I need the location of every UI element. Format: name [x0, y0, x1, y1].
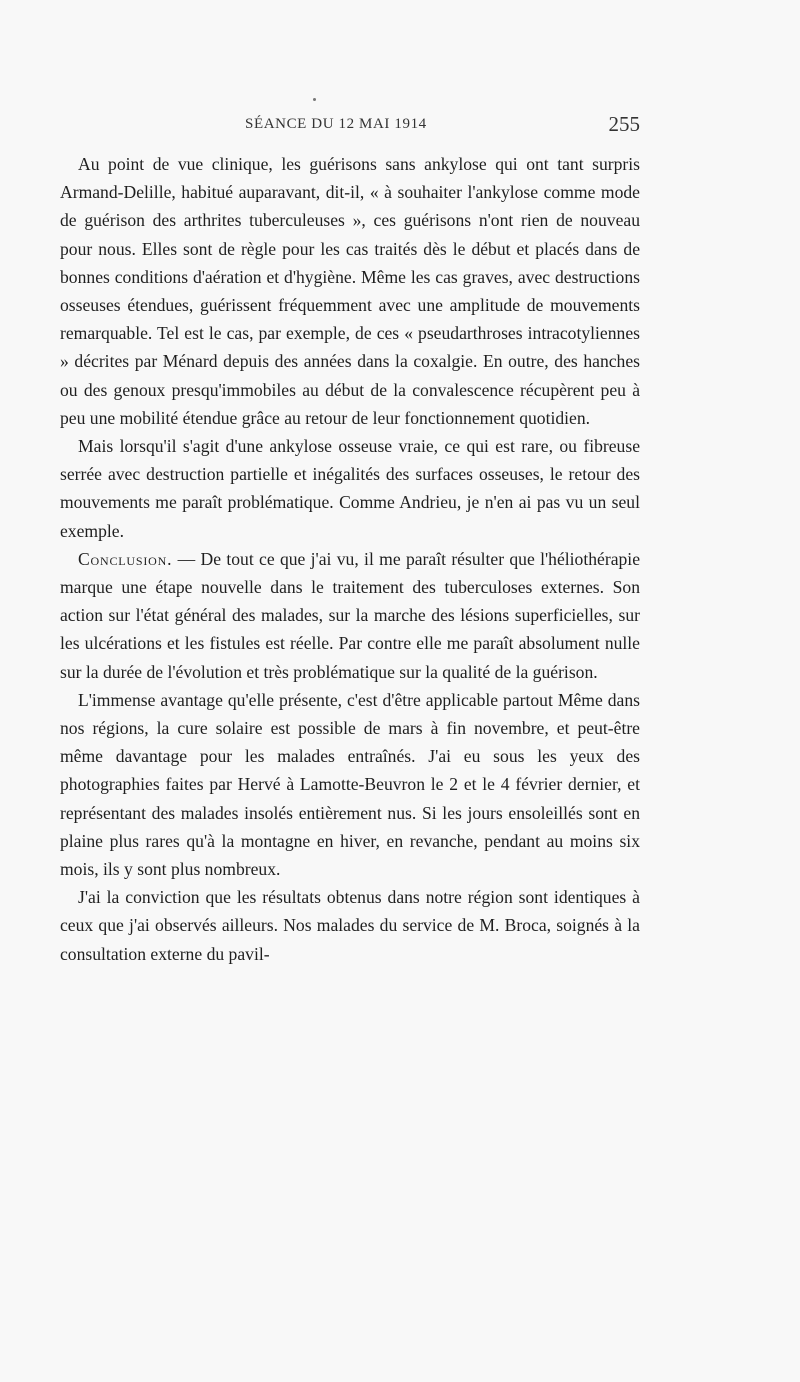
paragraph-conclusion [60, 545, 640, 686]
running-header [60, 112, 640, 142]
paragraph-conviction: J'ai la conviction que les résultats obtenus dans notre région sont identiques à ceux que j'ai observés ailleurs. Nos malades du service de M. Broca, soignés à la consultation externe du pavil- [60, 887, 640, 964]
paragraph-advantage: L'immense avantage qu'elle présente, c'est d'être applicable partout Même dans nos régions, la cure solaire est possible de mars à fin novembre, et peut-être même davantage pour les malades entraînés. J'ai eu sous les yeux des photographies faites par Hervé à Lamotte-Beuvron le 2 et le 4 février dernier, et représentant des malades insolés entièrement nus. Si les jours ensoleillés sont en plaine plus rares qu'à la montagne en hiver, en revanche, pendant au moins six mois, ils y sont plus nombreux. [60, 689, 640, 880]
paragraph-bony-ankylosis: Mais lorsqu'il s'agit d'une ankylose osseuse vraie, ce qui est rare, ou fibreuse serrée avec destruction partielle et inégalités des surfaces osseuses, le retour des mouvements me paraît problématique. Comme Andrieu, je n'en ai pas vu un seul exemple. [60, 436, 640, 541]
conclusion-lead: Conclusion. [78, 548, 173, 569]
body-text [60, 150, 640, 968]
header-title: SÉANCE DU 12 MAI 1914 [245, 116, 427, 132]
print-speck [313, 98, 316, 101]
paragraph-clinical-view: Au point de vue clinique, les guérisons sans ankylose qui ont tant surpris Armand-Delille, habitué auparavant, dit-il, « à souhaiter l'ankylose comme mode de guérison des arthrites tuberculeuses », ces guérisons n'ont rien de nouveau pour nous. Elles sont de règle pour les cas traités dès le début et placés dans de bonnes conditions d'aération et d'hygiène. Même les cas graves, avec destructions osseuses étendues, guérissent fréquemment avec une amplitude de mouvements remarquable. Tel est le cas, par exemple, de ces « pseudarthroses intracotyliennes » décrites par Ménard depuis des années dans la coxalgie. En outre, des hanches ou des genoux presqu'immobiles au début de la convalescence récupèrent peu à peu une mobilité étendue grâce au retour de leur fonctionnement quotidien. [60, 154, 640, 428]
page-number: 255 [608, 112, 640, 136]
conclusion-text: — De tout ce que j'ai vu, il me paraît résulter que l'héliothérapie marque une étape nouvelle dans le traitement des tuberculoses externes. Son action sur l'état général des malades, sur la marche des lésions superficielles, sur les ulcérations et les fistules est réelle. Par contre elle me paraît absolument nulle sur la durée de l'évolution et très problématique sur la qualité de la guérison. [60, 548, 640, 682]
